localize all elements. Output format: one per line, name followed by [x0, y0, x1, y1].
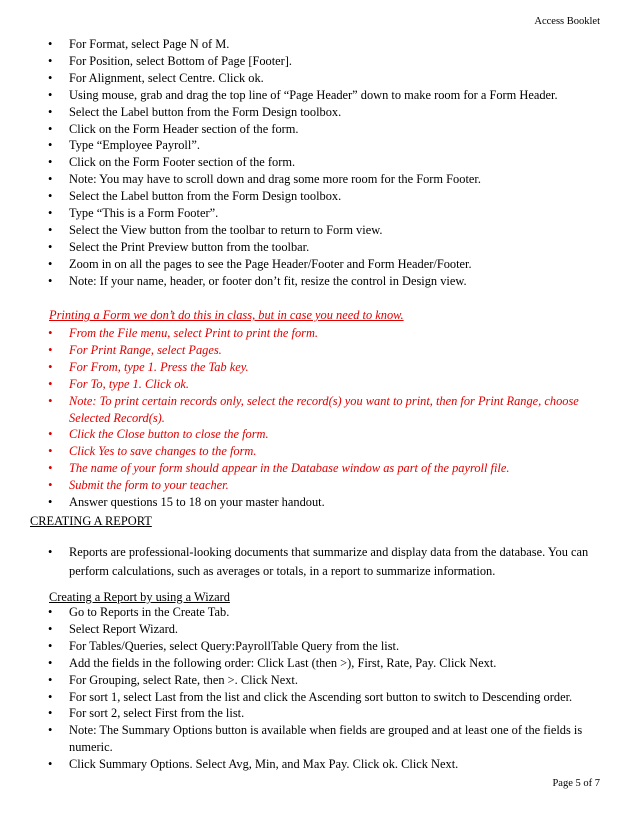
list-item: • The name of your form should appear in the Database window as part of the payroll file.: [44, 460, 614, 477]
list-item: • Note: You may have to scroll down and drag some more room for the Form Footer.: [44, 171, 614, 188]
printing-heading: Printing a Form we don’t do this in class, but in case you need to know.: [49, 308, 404, 322]
list-item: • Note: The Summary Options button is available when fields are grouped and at least one of the fields is numeric.: [44, 722, 614, 756]
list-item: • Click Yes to save changes to the form.: [44, 443, 614, 460]
list-item: • From the File menu, select Print to print the form.: [44, 325, 614, 342]
wizard-heading: Creating a Report by using a Wizard: [49, 590, 230, 604]
form-steps-list: [44, 36, 614, 290]
list-item: • Select the Print Preview button from the toolbar.: [44, 239, 614, 256]
list-item: • Select Report Wizard.: [44, 621, 614, 638]
list-item: • Click on the Form Header section of the form.: [44, 121, 614, 138]
list-item: • For sort 1, select Last from the list and click the Ascending sort button to switch to Descending order.: [44, 689, 614, 706]
printing-steps-list: [44, 325, 614, 511]
list-item: • For Position, select Bottom of Page [Footer].: [44, 53, 614, 70]
report-intro-list: [44, 543, 624, 580]
list-item: • Go to Reports in the Create Tab.: [44, 604, 614, 621]
list-item: • For Alignment, select Centre. Click ok.: [44, 70, 614, 87]
list-item: • For Tables/Queries, select Query:PayrollTable Query from the list.: [44, 638, 614, 655]
list-item: • Select the Label button from the Form Design toolbox.: [44, 188, 614, 205]
list-item: • Select the Label button from the Form Design toolbox.: [44, 104, 614, 121]
wizard-steps-list: [44, 604, 614, 773]
page-number: Page 5 of 7: [552, 778, 600, 789]
list-item: • Click the Close button to close the form.: [44, 426, 614, 443]
list-item: • For Format, select Page N of M.: [44, 36, 614, 53]
list-item: • Answer questions 15 to 18 on your master handout.: [44, 494, 614, 511]
list-item: • For From, type 1. Press the Tab key.: [44, 359, 614, 376]
list-item: • Submit the form to your teacher.: [44, 477, 614, 494]
list-item: • For Grouping, select Rate, then >. Click Next.: [44, 672, 614, 689]
list-item: • For sort 2, select First from the list.: [44, 705, 614, 722]
section-title: CREATING A REPORT: [30, 514, 152, 528]
list-item: • Type “This is a Form Footer”.: [44, 205, 614, 222]
list-item: • Click on the Form Footer section of the form.: [44, 154, 614, 171]
list-item: • Note: If your name, header, or footer don’t fit, resize the control in Design view.: [44, 273, 614, 290]
list-item: • For To, type 1. Click ok.: [44, 376, 614, 393]
list-item: • Reports are professional-looking documents that summarize and display data from the database. You can perform calculations, such as averages or totals, in a report to summarize information.: [44, 543, 624, 580]
list-item: • Select the View button from the toolbar to return to Form view.: [44, 222, 614, 239]
list-item: • Type “Employee Payroll”.: [44, 137, 614, 154]
list-item: • Note: To print certain records only, select the record(s) you want to print, then for Print Range, choose Selected Record(s).: [44, 393, 614, 427]
list-item: • Using mouse, grab and drag the top line of “Page Header” down to make room for a Form Header.: [44, 87, 614, 104]
list-item: • For Print Range, select Pages.: [44, 342, 614, 359]
list-item: • Click Summary Options. Select Avg, Min, and Max Pay. Click ok. Click Next.: [44, 756, 614, 773]
page-header: Access Booklet: [534, 16, 600, 27]
list-item: • Zoom in on all the pages to see the Page Header/Footer and Form Header/Footer.: [44, 256, 614, 273]
list-item: • Add the fields in the following order: Click Last (then >), First, Rate, Pay. Click Next.: [44, 655, 614, 672]
